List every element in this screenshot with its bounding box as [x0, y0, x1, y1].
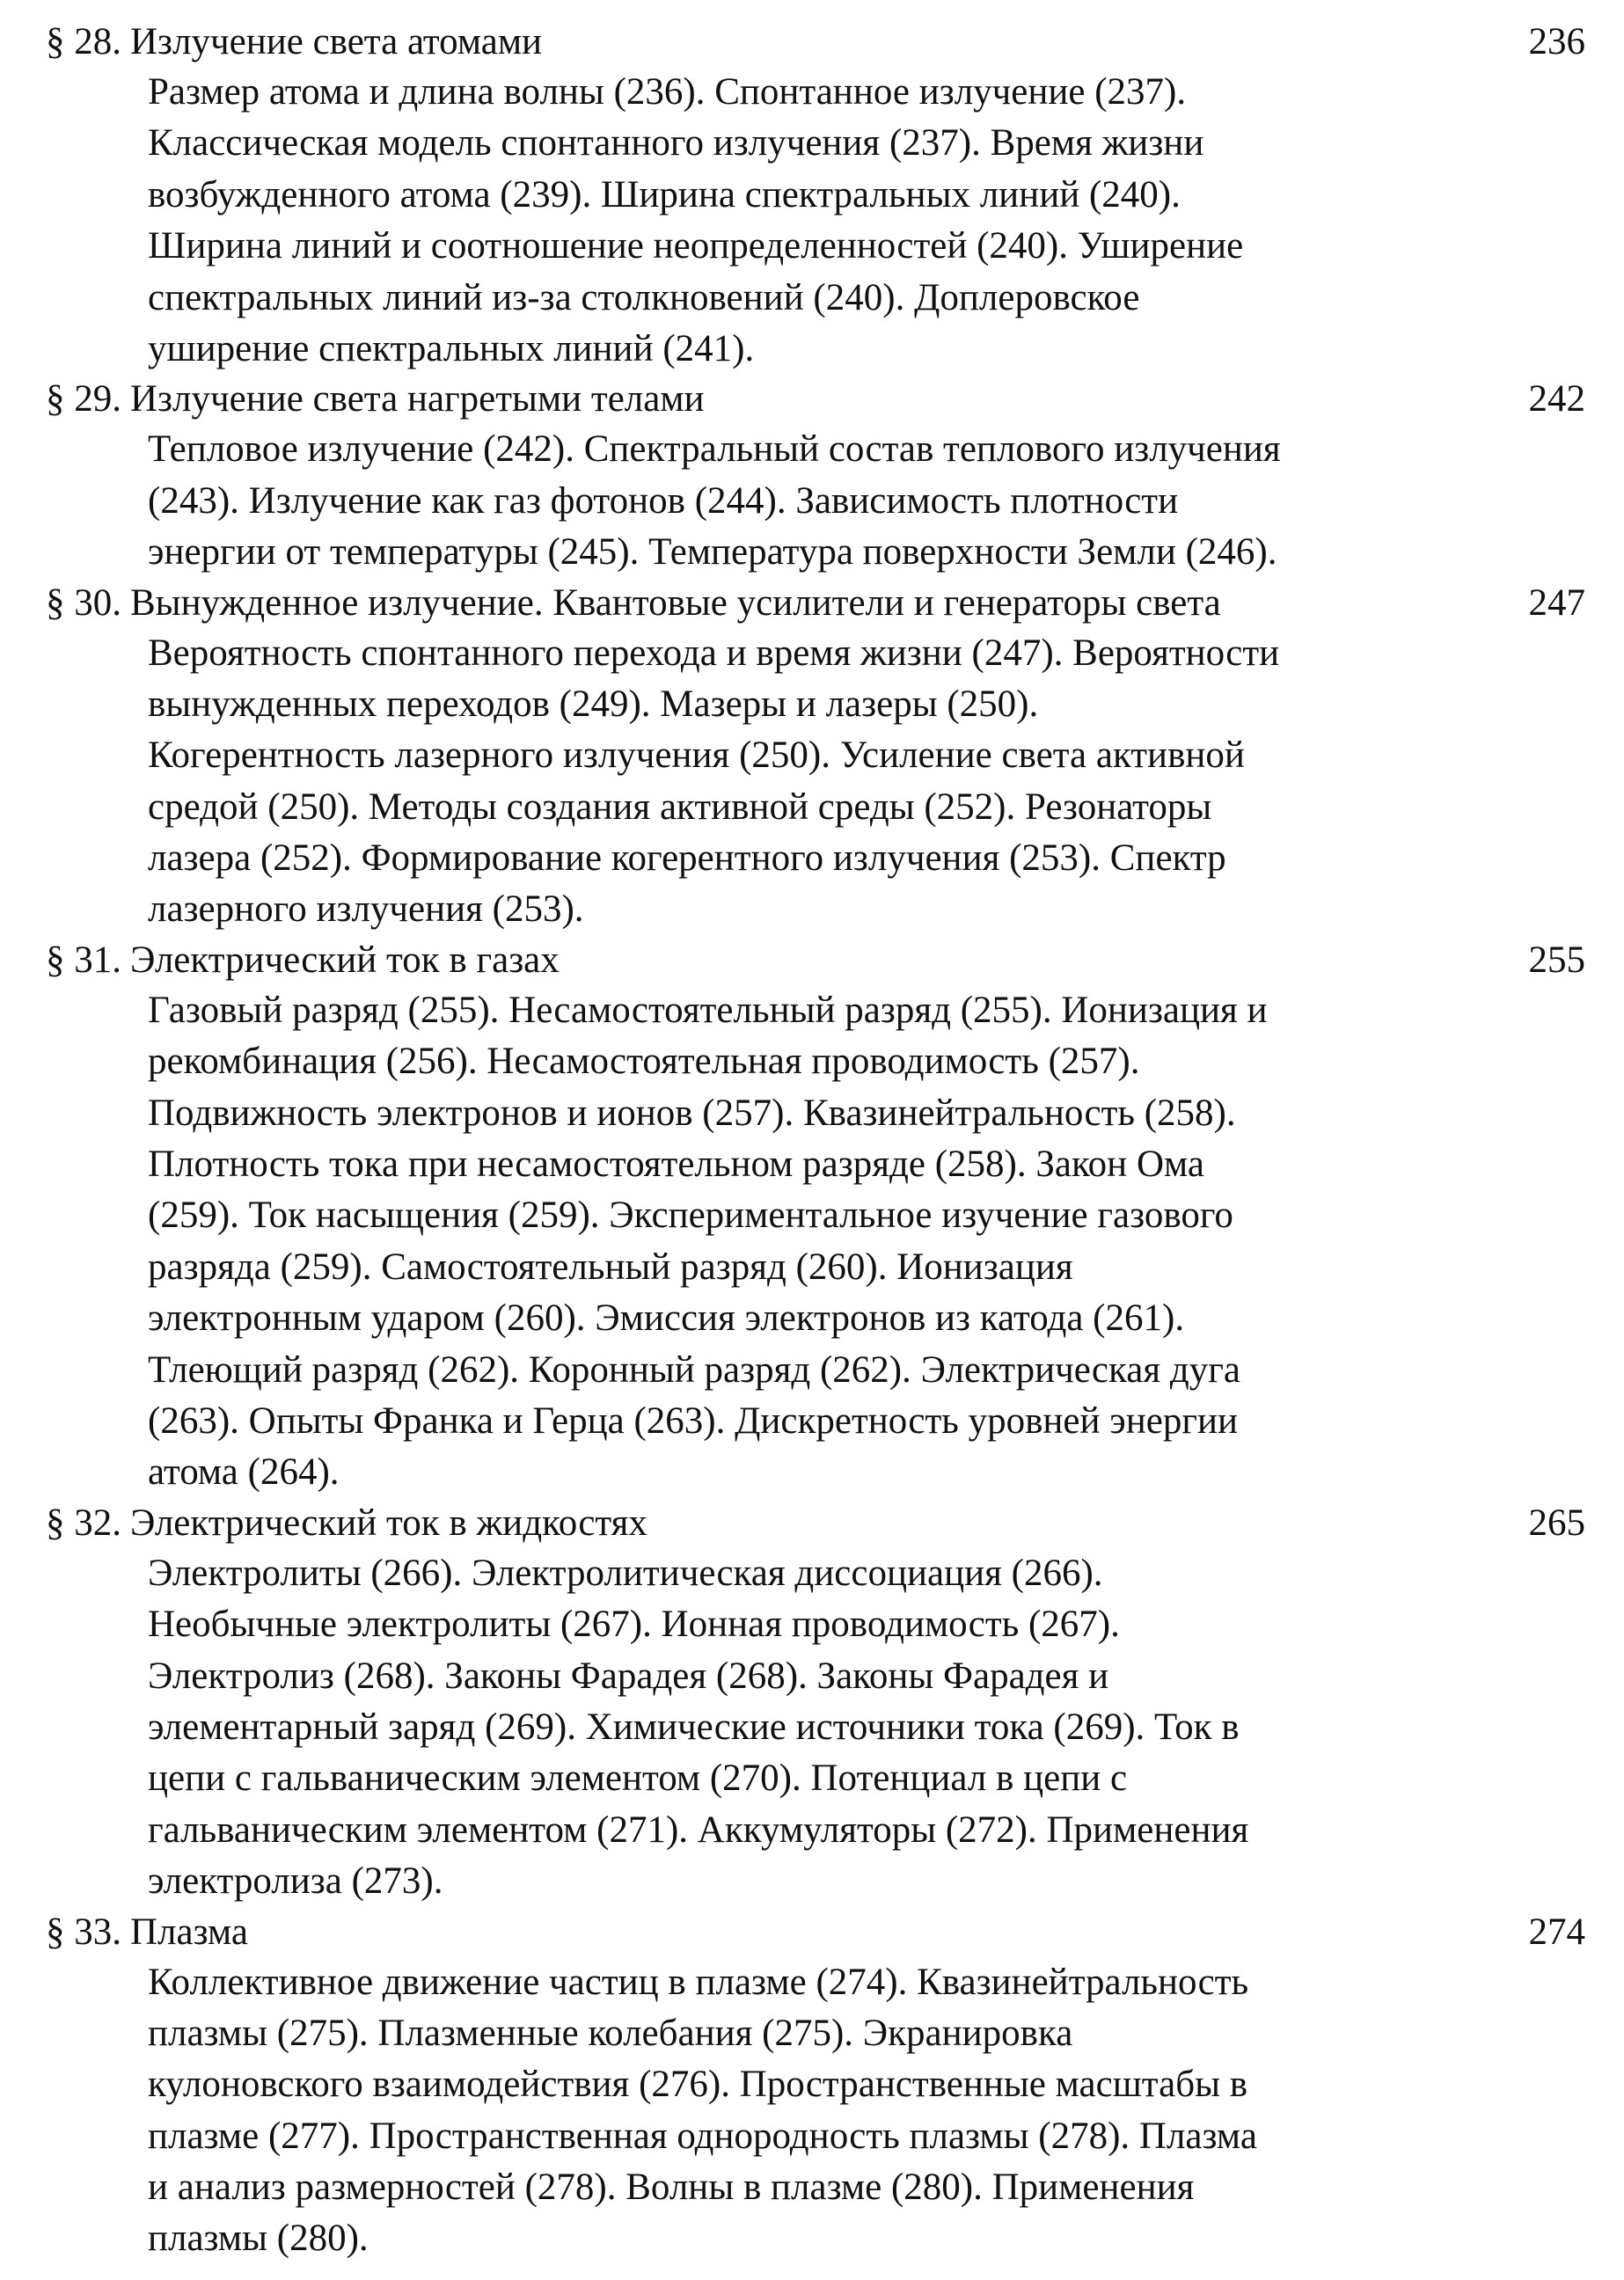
section-page-number: 255 [1528, 939, 1585, 981]
topic-line: средой (250). Методы создания активной среды (252). Резонаторы [148, 786, 1212, 828]
topic-line: Когерентность лазерного излучения (250). Усиление света активной [148, 734, 1245, 777]
section-topics [148, 985, 1538, 1499]
topic-line: Классическая модель спонтанного излучения (237). Время жизни [148, 122, 1204, 164]
section-number: § 29. [46, 378, 121, 420]
topic-line: Газовый разряд (255). Несамостоятельный разряд (255). Ионизация и [148, 989, 1268, 1031]
section-number: § 33. [46, 1911, 121, 1953]
section-topics [148, 67, 1538, 375]
section-title: Излучение света нагретыми телами [130, 378, 705, 420]
section-number: § 32. [46, 1502, 121, 1544]
section-page-number: 274 [1528, 1911, 1585, 1953]
topic-line: цепи с гальваническим элементом (270). Потенциал в цепи с [148, 1758, 1128, 1800]
section-number: § 31. [46, 939, 121, 981]
section-topics [148, 628, 1538, 936]
section-page-number: 265 [1528, 1502, 1585, 1544]
topic-line: электролиза (273). [148, 1860, 443, 1903]
toc-section-3 [46, 579, 1585, 936]
section-title: Вынужденное излучение. Квантовые усилители и генераторы света [130, 581, 1221, 624]
section-heading [46, 1908, 1585, 1957]
topic-line: и анализ размерностей (278). Волны в плазме (280). Применения [148, 2167, 1195, 2209]
topic-line: Размер атома и длина волны (236). Спонтанное излучение (237). [148, 71, 1187, 113]
topic-line: плазмы (280). [148, 2218, 369, 2260]
topic-line: лазера (252). Формирование когерентного излучения (253). Спектр [148, 837, 1226, 880]
topic-line: (243). Излучение как газ фотонов (244). Зависимость плотности [148, 479, 1179, 522]
topic-line: Тепловое излучение (242). Спектральный состав теплового излучения [148, 428, 1281, 471]
section-title: Электрический ток в жидкостях [130, 1502, 647, 1544]
topic-line: плазмы (275). Плазменные колебания (275). Экранировка [148, 2012, 1073, 2054]
topic-line: вынужденных переходов (249). Мазеры и лазеры (250). [148, 683, 1039, 725]
section-page-number: 236 [1528, 21, 1585, 62]
section-topics [148, 424, 1538, 578]
section-title: Излучение света атомами [130, 21, 543, 62]
section-number: § 30. [46, 581, 121, 624]
topic-line: Электролиты (266). Электролитическая диссоциация (266). [148, 1552, 1103, 1594]
topic-line: электронным ударом (260). Эмиссия электронов из катода (261). [148, 1297, 1185, 1340]
topic-line: плазме (277). Пространственная однородность плазмы (278). Плазма [148, 2115, 1257, 2157]
topic-line: рекомбинация (256). Несамостоятельная проводимость (257). [148, 1041, 1140, 1083]
topic-line: уширение спектральных линий (241). [148, 327, 755, 369]
topic-line: разряда (259). Самостоятельный разряд (260). Ионизация [148, 1246, 1073, 1288]
section-heading [46, 375, 1585, 424]
topic-line: Тлеющий разряд (262). Коронный разряд (262). Электрическая дуга [148, 1348, 1240, 1391]
toc-section-6 [46, 1908, 1585, 2265]
topic-line: кулоновского взаимодействия (276). Пространственные масштабы в [148, 2064, 1248, 2106]
topic-line: Электролиз (268). Законы Фарадея (268). Законы Фарадея и [148, 1655, 1109, 1697]
section-heading [46, 18, 1585, 67]
topic-line: Ширина линий и соотношение неопределенностей (240). Уширение [148, 225, 1244, 267]
section-topics [148, 1957, 1538, 2265]
section-title: Плазма [130, 1911, 248, 1953]
topic-line: лазерного излучения (253). [148, 888, 584, 931]
toc-section-5 [46, 1499, 1585, 1908]
toc-section-4 [46, 936, 1585, 1499]
section-page-number: 247 [1528, 581, 1585, 624]
topic-line: спектральных линий из-за столкновений (240). Доплеровское [148, 276, 1140, 318]
topic-line: Коллективное движение частиц в плазме (274). Квазинейтральность [148, 1961, 1249, 2003]
topic-line: энергии от температуры (245). Температура поверхности Земли (246). [148, 531, 1277, 574]
topic-line: элементарный заряд (269). Химические источники тока (269). Ток в [148, 1706, 1240, 1748]
topic-line: Необычные электролиты (267). Ионная проводимость (267). [148, 1604, 1120, 1646]
toc-section-2 [46, 375, 1585, 578]
topic-line: (259). Ток насыщения (259). Экспериментальное изучение газового [148, 1195, 1233, 1237]
section-title: Электрический ток в газах [130, 939, 560, 981]
topic-line: атома (264). [148, 1451, 340, 1494]
topic-line: Подвижность электронов и ионов (257). Квазинейтральность (258). [148, 1092, 1236, 1134]
section-heading [46, 1499, 1585, 1548]
toc-section-1 [46, 18, 1585, 375]
topic-line: (263). Опыты Франка и Герца (263). Дискретность уровней энергии [148, 1399, 1238, 1442]
topic-line: Вероятность спонтанного перехода и время жизни (247). Вероятности [148, 632, 1280, 674]
section-topics [148, 1548, 1538, 1908]
section-heading [46, 936, 1585, 985]
section-heading [46, 579, 1585, 628]
topic-line: гальваническим элементом (271). Аккумуляторы (272). Применения [148, 1809, 1249, 1851]
section-page-number: 242 [1528, 378, 1585, 420]
topic-line: Плотность тока при несамостоятельном разряде (258). Закон Ома [148, 1144, 1204, 1186]
section-number: § 28. [46, 21, 121, 62]
table-of-contents [46, 18, 1585, 2265]
topic-line: возбужденного атома (239). Ширина спектральных линий (240). [148, 173, 1181, 216]
